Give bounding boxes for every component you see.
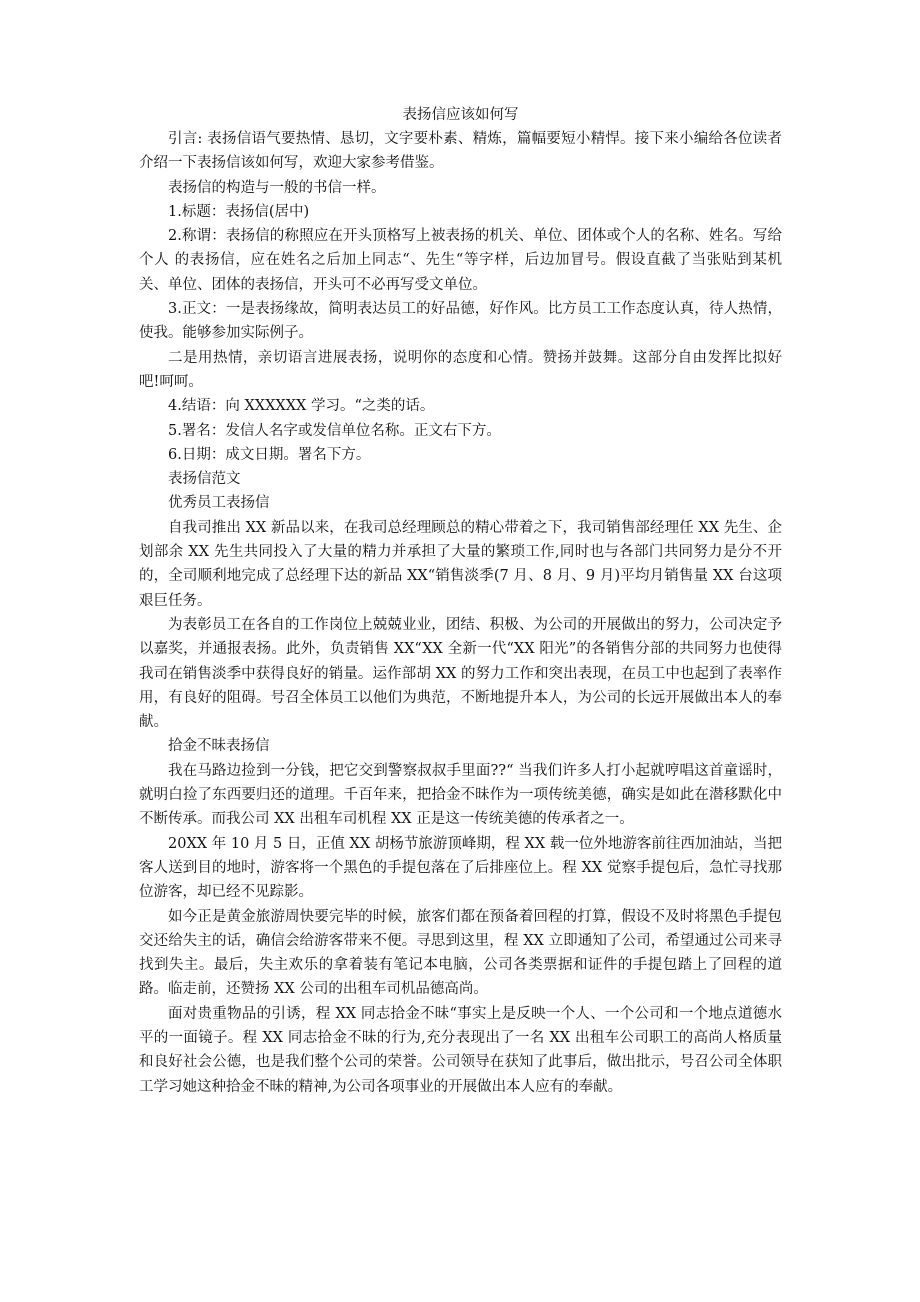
section-heading-honesty: 拾金不昧表扬信 xyxy=(168,738,270,755)
document-title: 表扬信应该如何写 xyxy=(402,107,519,123)
paragraph-item-body: 3.正文：一是表扬缘故，简明表达员工的好品德，好作风。比方员工工作态度认真，待人热情，使我。能够参加实际例子。 xyxy=(139,301,782,342)
section-heading-examples: 表扬信范文 xyxy=(168,471,241,488)
paragraph-item-salutation: 2.称谓：表扬信的称照应在开头顶格写上被表扬的机关、单位、团体或个人的名称、姓名。写给个人 的表扬信，应在姓名之后加上同志“、先生“等字样，后边加冒号。假设直截了当张贴到某机 关、单位、团体的表扬信，开头可不必再写受文单位。 xyxy=(139,228,782,293)
paragraph-item-body-2: 二是用热情，亲切语言进展表扬，说明你的态度和心情。赞扬并鼓舞。这部分自由发挥比拟好吧!呵呵。 xyxy=(139,349,782,390)
paragraph-employee-2: 为表彰员工在各自的工作岗位上兢兢业业，团结、积极、为公司的开展做出的努力，公司决定予以嘉奖，并通报表扬。此外，负责销售 XX“XX 全新一代“XX 阳光”的各销售分部的共同努力也使得我司在销售淡季中获得良好的销量。运作部胡 XX 的努力工作和突出表现，在员工中也起到了表率作用，有良好的阻碍。号召全体员工以他们为典范，不断地提升本人，为公司的长远开展做出本人的奉献。 xyxy=(139,616,782,731)
document-page xyxy=(139,103,782,1099)
paragraph-item-date: 6.日期：成文日期。署名下方。 xyxy=(168,446,371,463)
paragraph-item-closing: 4.结语：向 XXXXXX 学习。“之类的话。 xyxy=(168,398,435,415)
paragraph-honesty-3: 如今正是黄金旅游周快要完毕的时候，旅客们都在预备着回程的打算，假设不及时将黑色手提包交还给失主的话，确信会给游客带来不便。寻思到这里，程 XX 立即通知了公司，希望通过公司来寻找到失主。最后，失主欢乐的拿着装有笔记本电脑，公司各类票据和证件的手提包踏上了回程的道路。临走前，还赞扬 XX 公司的出租车司机品德高尚。 xyxy=(139,908,782,998)
paragraph-honesty-4: 面对贵重物品的引诱，程 XX 同志拾金不昧“事实上是反映一个人、一个公司和一个地点道德水平的一面镜子。程 XX 同志拾金不昧的行为,充分表现出了一名 XX 出租车公司职工的高尚人格质量和良好社会公德，也是我们整个公司的荣誉。公司领导在获知了此事后，做出批示，号召公司全体职工学习她这种拾金不昧的精神,为公司各项事业的开展做出本人应有的奉献。 xyxy=(139,1005,782,1095)
paragraph-item-signature: 5.署名：发信人名字或发信单位名称。正文右下方。 xyxy=(168,422,501,439)
paragraph-structure: 表扬信的构造与一般的书信一样。 xyxy=(168,179,386,196)
paragraph-intro: 引言: 表扬信语气要热情、恳切，文字要朴素、精炼，篇幅要短小精悍。接下来小编给各位读者介绍一下表扬信该如何写，欢迎大家参考借鉴。 xyxy=(139,131,782,172)
paragraph-item-title: 1.标题：表扬信(居中) xyxy=(168,203,310,220)
paragraph-employee-1: 自我司推出 XX 新品以来，在我司总经理顾总的精心带着之下，我司销售部经理任 XX 先生、企划部余 XX 先生共同投入了大量的精力并承担了大量的繁琐工作,同时也与各部门共同努力是分不开的，全司顺利地完成了总经理下达的新品 XX“销售淡季(7 月、8 月、9 月)平均月销售量 XX 台这项艰巨任务。 xyxy=(139,519,782,609)
paragraph-honesty-2: 20XX 年 10 月 5 日，正值 XX 胡杨节旅游顶峰期，程 XX 载一位外地游客前往西加油站，当把客人送到目的地时，游客将一个黑色的手提包落在了后排座位上。程 XX 觉察手提包后，急忙寻找那位游客，却已经不见踪影。 xyxy=(139,835,782,901)
paragraph-honesty-1: 我在马路边捡到一分钱，把它交到警察叔叔手里面??“ 当我们许多人打小起就哼唱这首童谣时，就明白捡了东西要归还的道理。千百年来，把拾金不昧作为一项传统美德，确实是如此在潜移默化中不断传承。而我公司 XX 出租车司机程 XX 正是这一传统美德的传承者之一。 xyxy=(139,762,782,828)
section-heading-employee: 优秀员工表扬信 xyxy=(168,495,270,512)
